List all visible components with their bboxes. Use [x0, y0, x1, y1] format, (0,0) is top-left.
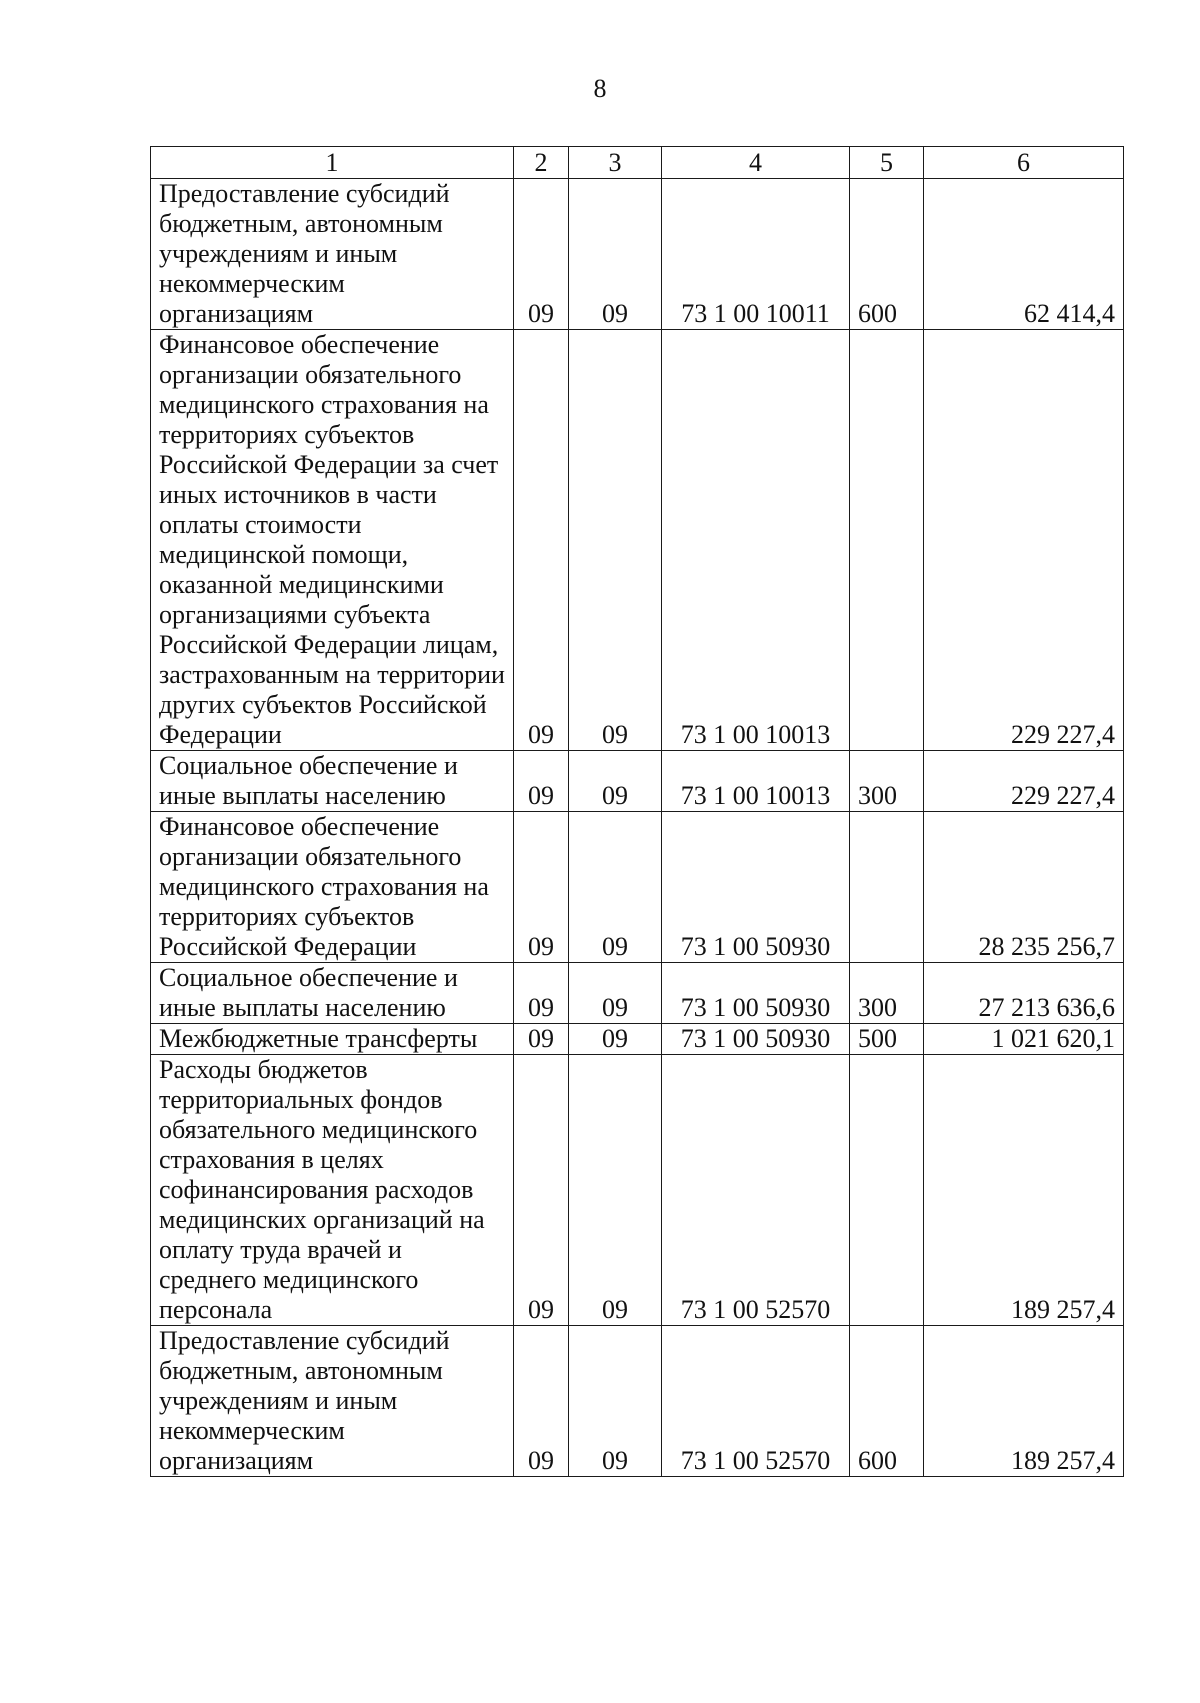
table-row — [151, 751, 1124, 812]
row-section: 09 — [514, 1326, 569, 1477]
row-subsection: 09 — [569, 1326, 662, 1477]
row-expense-type: 600 — [850, 1326, 924, 1477]
row-name: Финансовое обеспечение организации обязательного медицинского страхования на территориях субъектов Российской Федерации — [151, 812, 514, 963]
row-expense-type — [850, 812, 924, 963]
page-number: 8 — [593, 74, 607, 103]
row-name: Предоставление субсидий бюджетным, автономным учреждениям и иным некоммерческим организациям — [151, 179, 514, 330]
row-section: 09 — [514, 1055, 569, 1326]
row-target-article: 73 1 00 50930 — [662, 963, 850, 1024]
row-name: Финансовое обеспечение организации обязательного медицинского страхования на территориях субъектов Российской Федерации за счет иных источников в части оплаты стоимости медицинской помощи, оказанной медицинскими организациями субъекта Российской Федерации лицам, застрахованным на территории других субъектов Российской Федерации — [151, 330, 514, 751]
row-expense-type: 500 — [850, 1024, 924, 1055]
table-row — [151, 330, 1124, 751]
header-row — [151, 147, 1124, 179]
row-name: Социальное обеспечение и иные выплаты населению — [151, 751, 514, 812]
row-target-article: 73 1 00 10011 — [662, 179, 850, 330]
header-col-6: 6 — [924, 147, 1124, 179]
row-subsection: 09 — [569, 1055, 662, 1326]
table-body — [151, 179, 1124, 1477]
row-amount: 189 257,4 — [924, 1326, 1124, 1477]
row-section: 09 — [514, 812, 569, 963]
row-section: 09 — [514, 179, 569, 330]
header-col-4: 4 — [662, 147, 850, 179]
row-section: 09 — [514, 751, 569, 812]
header-col-5: 5 — [850, 147, 924, 179]
header-col-2: 2 — [514, 147, 569, 179]
row-target-article: 73 1 00 10013 — [662, 330, 850, 751]
table-row — [151, 963, 1124, 1024]
row-amount: 229 227,4 — [924, 330, 1124, 751]
row-amount: 1 021 620,1 — [924, 1024, 1124, 1055]
row-subsection: 09 — [569, 330, 662, 751]
table-row — [151, 1024, 1124, 1055]
row-target-article: 73 1 00 52570 — [662, 1055, 850, 1326]
budget-table — [150, 146, 1124, 1477]
row-expense-type: 300 — [850, 963, 924, 1024]
row-amount: 62 414,4 — [924, 179, 1124, 330]
table-row — [151, 1326, 1124, 1477]
row-amount: 28 235 256,7 — [924, 812, 1124, 963]
table-row — [151, 812, 1124, 963]
row-subsection: 09 — [569, 1024, 662, 1055]
row-subsection: 09 — [569, 751, 662, 812]
row-expense-type: 600 — [850, 179, 924, 330]
row-expense-type — [850, 330, 924, 751]
row-subsection: 09 — [569, 812, 662, 963]
row-amount: 189 257,4 — [924, 1055, 1124, 1326]
row-target-article: 73 1 00 50930 — [662, 1024, 850, 1055]
row-amount: 27 213 636,6 — [924, 963, 1124, 1024]
row-target-article: 73 1 00 52570 — [662, 1326, 850, 1477]
header-col-1: 1 — [151, 147, 514, 179]
row-expense-type: 300 — [850, 751, 924, 812]
row-name: Расходы бюджетов территориальных фондов обязательного медицинского страхования в целях софинансирования расходов медицинских организаций на оплату труда врачей и среднего медицинского персонала — [151, 1055, 514, 1326]
row-name: Предоставление субсидий бюджетным, автономным учреждениям и иным некоммерческим организациям — [151, 1326, 514, 1477]
row-section: 09 — [514, 330, 569, 751]
header-col-3: 3 — [569, 147, 662, 179]
table-row — [151, 179, 1124, 330]
row-subsection: 09 — [569, 963, 662, 1024]
row-target-article: 73 1 00 10013 — [662, 751, 850, 812]
row-target-article: 73 1 00 50930 — [662, 812, 850, 963]
table-row — [151, 1055, 1124, 1326]
row-name: Межбюджетные трансферты — [151, 1024, 514, 1055]
table-header — [151, 147, 1124, 179]
row-subsection: 09 — [569, 179, 662, 330]
row-amount: 229 227,4 — [924, 751, 1124, 812]
row-section: 09 — [514, 1024, 569, 1055]
row-expense-type — [850, 1055, 924, 1326]
row-section: 09 — [514, 963, 569, 1024]
row-name: Социальное обеспечение и иные выплаты населению — [151, 963, 514, 1024]
